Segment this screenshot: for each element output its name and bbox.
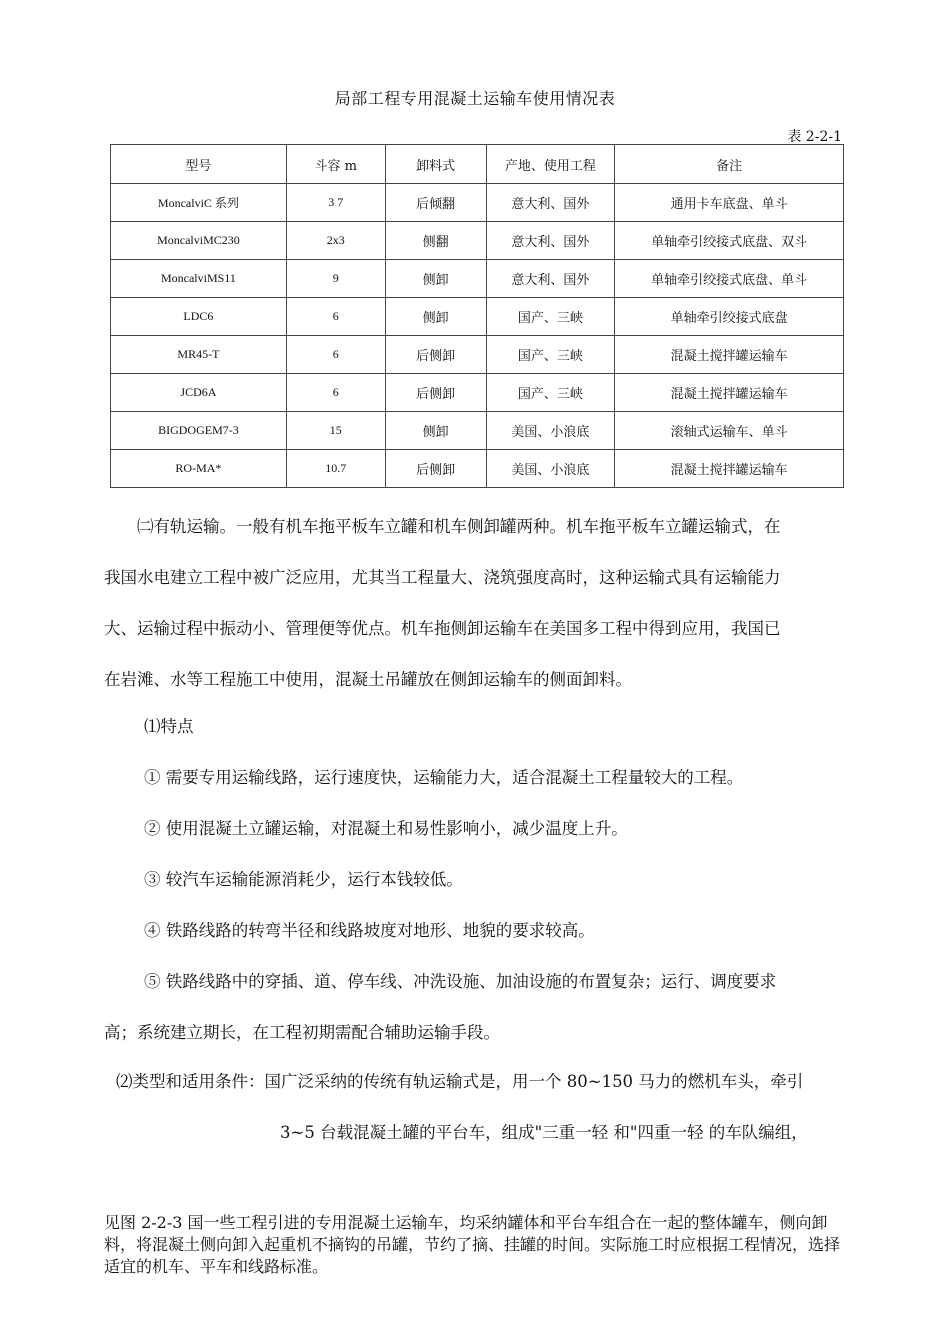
table-row: [111, 222, 844, 260]
cell-capacity: 3 7: [286, 184, 385, 222]
cell-model: MR45-T: [111, 336, 287, 374]
features-heading: ⑴特点: [144, 717, 194, 736]
table-row: [111, 450, 844, 488]
cell-origin-project: 美国、小浪底: [486, 450, 615, 488]
cell-unload-method: 后侧卸: [385, 336, 486, 374]
cell-model: JCD6A: [111, 374, 287, 412]
cell-remarks: 通用卡车底盘、单斗: [615, 184, 844, 222]
types-line: ⑵类型和适用条件：国广泛采纳的传统有轨运输式是，用一个 80~150 马力的燃机车头，牵引: [116, 1072, 804, 1091]
cell-remarks: 混凝土搅拌罐运输车: [615, 336, 844, 374]
cell-origin-project: 意大利、国外: [486, 260, 615, 298]
header-remarks: 备注: [615, 145, 844, 184]
table-row: [111, 260, 844, 298]
paragraph-line: 大、运输过程中振动小、管理便等优点。机车拖侧卸运输车在美国多工程中得到应用，我国已: [104, 619, 781, 638]
cell-capacity: 9: [286, 260, 385, 298]
feature-item: ② 使用混凝土立罐运输，对混凝土和易性影响小，减少温度上升。: [144, 819, 628, 838]
table-header-row: [111, 145, 844, 184]
types-section: [104, 1056, 854, 1158]
cell-remarks: 滚轴式运输车、单斗: [615, 412, 844, 450]
cell-model: RO-MA*: [111, 450, 287, 488]
cell-remarks: 混凝土搅拌罐运输车: [615, 450, 844, 488]
cell-unload-method: 侧卸: [385, 412, 486, 450]
feature-item: ⑤ 铁路线路中的穿插、道、停车线、冲洗设施、加油设施的布置复杂；运行、调度要求: [144, 972, 777, 991]
cell-unload-method: 侧卸: [385, 260, 486, 298]
cell-unload-method: 后侧卸: [385, 374, 486, 412]
cell-origin-project: 国产、三峡: [486, 336, 615, 374]
header-origin-project: 产地、使用工程: [486, 145, 615, 184]
cell-remarks: 单轴牵引绞接式底盘: [615, 298, 844, 336]
cell-unload-method: 后倾翻: [385, 184, 486, 222]
table-number: 表 2-2-1: [787, 129, 842, 145]
cell-remarks: 单轴牵引绞接式底盘、双斗: [615, 222, 844, 260]
cell-model: MoncalviMC230: [111, 222, 287, 260]
cell-model: MoncalviC 系列: [111, 184, 287, 222]
closing-paragraph: 见图 2-2-3 国一些工程引进的专用混凝土运输车，均采纳罐体和平台车组合在一起的整体罐车，侧向卸料，将混凝土侧向卸入起重机不摘钩的吊罐，节约了摘、挂罐的时间。实际施工时应根据工程情况，选择适宜的机车、平车和线路标准。: [104, 1213, 841, 1276]
cell-origin-project: 意大利、国外: [486, 184, 615, 222]
cell-origin-project: 美国、小浪底: [486, 412, 615, 450]
cell-model: BIGDOGEM7-3: [111, 412, 287, 450]
features-section: [104, 701, 854, 1058]
table-title: 局部工程专用混凝土运输车使用情况表: [334, 89, 616, 108]
table-row: [111, 412, 844, 450]
cell-capacity: 6: [286, 336, 385, 374]
cell-model: MoncalviMS11: [111, 260, 287, 298]
feature-item: ④ 铁路线路的转弯半径和线路坡度对地形、地貌的要求较高。: [144, 921, 595, 940]
paragraph-line: ㈡有轨运输。一般有机车拖平板车立罐和机车侧卸罐两种。机车拖平板车立罐运输式，在: [137, 517, 781, 536]
cell-remarks: 混凝土搅拌罐运输车: [615, 374, 844, 412]
spec-table: [110, 144, 844, 488]
cell-origin-project: 国产、三峡: [486, 374, 615, 412]
paragraph-line: 在岩滩、水等工程施工中使用，混凝土吊罐放在侧卸运输车的侧面卸料。: [104, 670, 632, 689]
types-line: 3~5 台载混凝土罐的平台车，组成"三重一轻 和"四重一轻 的车队编组，: [280, 1123, 808, 1142]
header-model: 型号: [111, 145, 287, 184]
cell-unload-method: 侧卸: [385, 298, 486, 336]
cell-capacity: 6: [286, 374, 385, 412]
cell-capacity: 6: [286, 298, 385, 336]
cell-origin-project: 国产、三峡: [486, 298, 615, 336]
cell-origin-project: 意大利、国外: [486, 222, 615, 260]
feature-item: ③ 较汽车运输能源消耗少，运行本钱较低。: [144, 870, 463, 889]
feature-item: ① 需要专用运输线路，运行速度快，运输能力大，适合混凝土工程量较大的工程。: [144, 768, 744, 787]
table-row: [111, 298, 844, 336]
cell-capacity: 2x3: [286, 222, 385, 260]
table-row: [111, 184, 844, 222]
header-capacity: 斗容 m: [286, 145, 385, 184]
table-row: [111, 374, 844, 412]
cell-model: LDC6: [111, 298, 287, 336]
header-unload-method: 卸料式: [385, 145, 486, 184]
cell-capacity: 15: [286, 412, 385, 450]
table-row: [111, 336, 844, 374]
cell-unload-method: 后侧卸: [385, 450, 486, 488]
cell-remarks: 单轴牵引绞接式底盘、单斗: [615, 260, 844, 298]
paragraph-line: 我国水电建立工程中被广泛应用，尤其当工程量大、浇筑强度高时，这种运输式具有运输能力: [104, 568, 781, 587]
cell-capacity: 10.7: [286, 450, 385, 488]
cell-unload-method: 侧翻: [385, 222, 486, 260]
feature-item-continuation: 高；系统建立期长，在工程初期需配合辅助运输手段。: [104, 1023, 500, 1042]
rail-transport-paragraph: [104, 501, 854, 705]
